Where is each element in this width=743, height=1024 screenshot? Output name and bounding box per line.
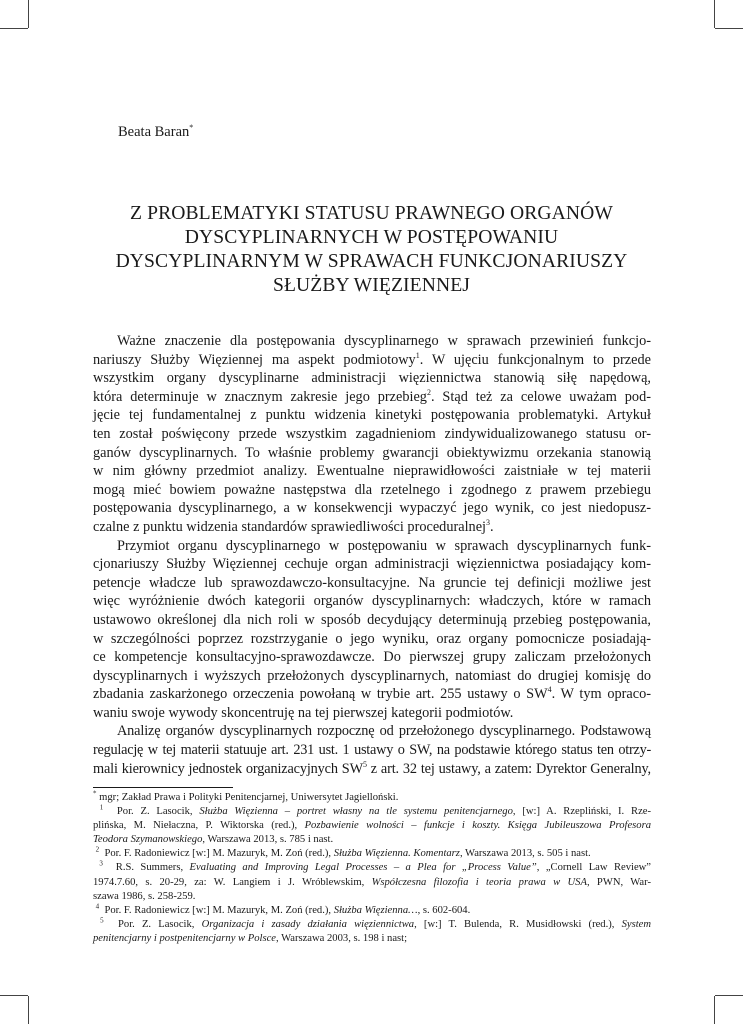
footnote-3-cont: 1974.7.60, s. 20-29, za: W. Langiem i J. Wróblewskim, Współczesna filozofia i teoria prawa w USA, PWN, War- bbox=[93, 876, 651, 888]
title-line-4: SŁUŻBY WIĘZIENNEJ bbox=[272, 275, 471, 296]
body-line: ganów dyscyplinarnych. To właśnie problemy gwarancji obiektywizmu orzekania stanowią bbox=[93, 444, 651, 461]
body-line: regulację w tej materii statuuje art. 231 ust. 1 ustawy o SW, na podstawie którego status ten otrzy- bbox=[93, 742, 651, 759]
crop-mark-bottom-right-h bbox=[715, 995, 743, 996]
footnote-ref-1[interactable]: 1 bbox=[415, 350, 420, 360]
crop-mark-bottom-left bbox=[28, 996, 29, 1024]
body-line: Przymiot organu dyscyplinarnego w postępowaniu w sprawach dyscyplinarnych funk- bbox=[117, 537, 651, 554]
title-line-3: DYSCYPLINARNYM W SPRAWACH FUNKCJONARIUSZY bbox=[115, 251, 628, 272]
body-line: cjonariuszy Służby Więziennej cechuje organ administracji więziennictwa posiadający kom- bbox=[93, 556, 651, 573]
title-line-1: Z PROBLEMATYKI STATUSU PRAWNEGO ORGANÓW bbox=[130, 203, 613, 224]
body-line: ustawowo określonej dla nich roli w sposób decydujący determinują przebieg postępowania, bbox=[93, 611, 651, 628]
crop-mark-top-left-h bbox=[0, 28, 28, 29]
body-line: mali kierownicy jednostek organizacyjnych $SW^5$ z art. 32 tej ustawy, a zatem: Dyrektor Generalny, bbox=[93, 759, 651, 777]
crop-mark-top-left bbox=[28, 0, 29, 28]
body-line: mogą mieć bowiem poważne następstwa dla rzetelnego i zgodnego z prawem przebiegu bbox=[93, 481, 651, 498]
footnote-1-cont: plińska, M. Niełaczna, P. Wiktorska (red.), Pozbawienie wolności – funkcje i koszty. Księga Jubileuszowa Profesora bbox=[93, 820, 651, 832]
body-line: która determinuje w znacznym zakresie jego przebieg$^2$. Stąd też za celowe uważam pod- bbox=[93, 388, 651, 405]
body-line: dyscyplinarnych i wyższych przełożonych dyscyplinarnych, natomiast do drugiej komisję do bbox=[93, 667, 651, 684]
body-line: petencje władcze lub sprawozdawczo-konsultacyjne. Na gruncie tej definicji możliwe jest bbox=[93, 574, 651, 591]
crop-mark-bottom-left-h bbox=[0, 995, 28, 996]
body-line: waniu swoje wywody skoncentruję na tej pierwszej kategorii podmiotów. bbox=[93, 704, 514, 721]
body-line: Analizę organów dyscyplinarnych rozpocznę od przełożonego dyscyplinarnego. Podstawową bbox=[117, 723, 651, 740]
body-line: więc wyróżnienie dwóch kategorii organów dyscyplinarnych: władczych, które w ramach bbox=[93, 593, 651, 610]
body-line: ten został poświęcony przede wszystkim zagadnieniom zindywidualizowanego statusu or- bbox=[93, 425, 651, 442]
crop-mark-top-right-h bbox=[715, 28, 743, 29]
footnote-ref-4[interactable]: 4 bbox=[547, 685, 552, 695]
author bbox=[118, 123, 193, 141]
title-line-2: DYSCYPLINARNYCH W POSTĘPOWANIU bbox=[184, 227, 559, 248]
crop-mark-bottom-right bbox=[714, 996, 715, 1024]
body-line: Ważne znaczenie dla postępowania dyscyplinarnego w sprawach przewinień funkcjo- bbox=[117, 333, 651, 349]
body-line: czalne z punktu widzenia standardów sprawiedliwości proceduralnej$^3$. bbox=[93, 518, 494, 535]
footnote-4: $^4$ Por. F. Radoniewicz [w:] M. Mazuryk, M. Zoń (red.), Służba Więzienna…, s. 602-604. bbox=[95, 902, 471, 916]
article-body bbox=[93, 332, 651, 778]
author-footnote-mark: * bbox=[189, 123, 194, 133]
footnote-ref-2[interactable]: 2 bbox=[426, 388, 431, 398]
body-line: nariuszy Służby Więziennej ma aspekt podmiotowy$^1$. W ujęciu funkcjonalnym to przede bbox=[93, 350, 651, 368]
footnote-ref-3[interactable]: 3 bbox=[486, 518, 491, 528]
footnote-5-cont: penitencjarny i postpenitencjarny w Polsce, Warszawa 2003, s. 198 i nast; bbox=[93, 932, 408, 944]
body-line: ce kompetencje konsultacyjno-sprawozdawcze. Do pierwszej grupy zaliczam przełożonych bbox=[93, 649, 651, 666]
footnote-rule bbox=[93, 787, 233, 788]
footnote-3: $^3$ R.S. Summers, Evaluating and Improving Legal Processes – a Plea for „Process Value”, „Cornell Law Review” bbox=[99, 859, 652, 874]
footnote-1: $^1$ Por. Z. Lasocik, Służba Więzienna – portret własny na tle systemu penitencjarnego, [w:] A. Rzepliński, I. Rze- bbox=[99, 803, 652, 818]
footnotes bbox=[93, 791, 651, 946]
body-line: zbadania zaskarżonego orzeczenia powołaną w trybie art. 255 ustawy o $SW^4$. W tym opraco- bbox=[93, 685, 651, 703]
body-line: w nim główny przedmiot analizy. Ewentualne nieprawidłowości zaistniałe w tej materii bbox=[93, 463, 651, 480]
body-line: jęcie tej fundamentalnej z punktu widzenia kinetyki postępowania problematyki. Artykuł bbox=[93, 407, 651, 424]
footnote-5: $^5$ Por. Z. Lasocik, Organizacja i zasady działania więziennictwa, [w:] T. Bulenda, R. Musidłowski (red.), System bbox=[100, 916, 652, 930]
footnote-star: * mgr; Zakład Prawa i Polityki Penitencjarnej, Uniwersytet Jagielloński. bbox=[93, 789, 399, 803]
footnote-3-cont: szawa 1986, s. 258-259. bbox=[93, 890, 196, 902]
footnote-2: $^2$ Por. F. Radoniewicz [w:] M. Mazuryk, M. Zoń (red.), Służba Więzienna. Komentarz, Warszawa 2013, s. 505 i nast. bbox=[95, 845, 591, 860]
footnote-1-cont: Teodora Szymanowskiego, Warszawa 2013, s. 785 i nast. bbox=[93, 834, 334, 846]
footnote-ref-5[interactable]: 5 bbox=[362, 759, 367, 769]
body-line: postępowania dyscyplinarnego, a w konsekwencji wypaczyć jego wynik, co jest niedopusz- bbox=[93, 500, 651, 517]
author-name: Beata Baran bbox=[118, 124, 190, 140]
article-title bbox=[90, 202, 653, 298]
crop-mark-top-right bbox=[714, 0, 715, 28]
body-line: wszystkim organy dyscyplinarne administracji więziennictwa stanowią siłę napędową, bbox=[93, 370, 651, 387]
body-line: w szczególności poprzez rozstrzyganie o jego wyniku, oraz organy pomocnicze posiadają- bbox=[93, 630, 651, 647]
